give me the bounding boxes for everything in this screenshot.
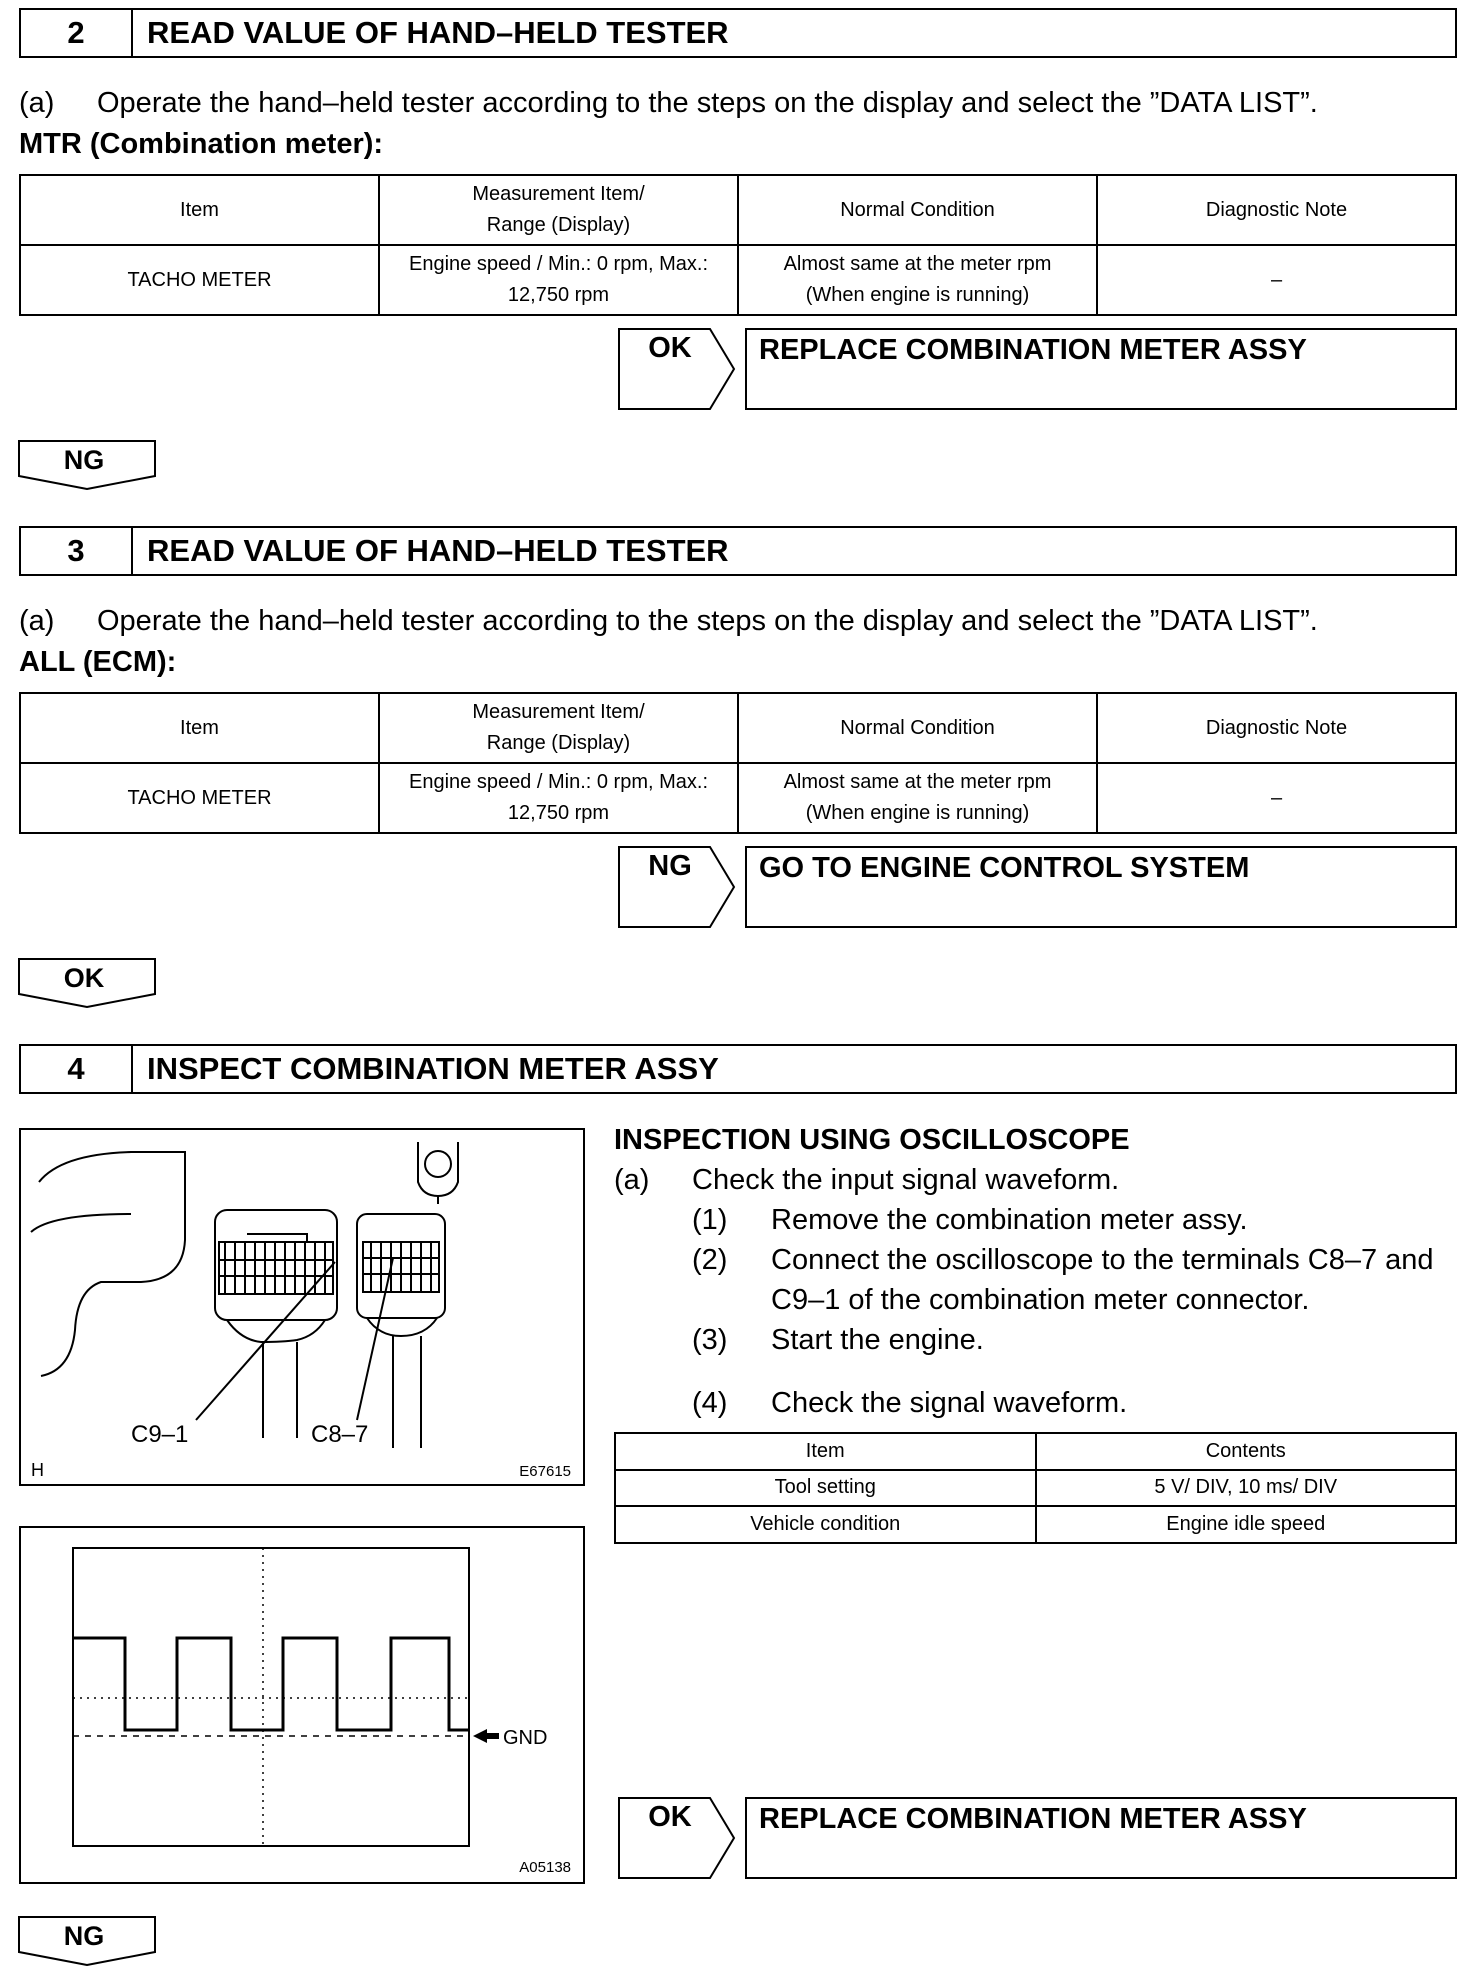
table-cell: Almost same at the meter rpm (When engine is running): [738, 245, 1097, 315]
table-cell: TACHO METER: [20, 245, 379, 315]
result-arrow-tag: [618, 1797, 736, 1879]
result-label: NG: [648, 850, 692, 882]
c8-7-label: C8–7: [311, 1421, 369, 1448]
table-cell: Vehicle condition: [615, 1506, 1036, 1543]
table-header: Item: [615, 1433, 1036, 1470]
substep-text: Check the signal waveform.: [771, 1387, 1128, 1419]
step-title: INSPECT COMBINATION METER ASSY: [147, 1051, 719, 1086]
table-cell: TACHO METER: [20, 763, 379, 833]
result-action-box: [745, 328, 1457, 410]
step-3-header: [19, 526, 1457, 576]
result-action: REPLACE COMBINATION METER ASSY: [759, 334, 1307, 366]
result-arrow-tag: [618, 846, 736, 928]
table-cell: Tool setting: [615, 1470, 1036, 1507]
step-number: 4: [21, 1046, 133, 1092]
instruction-label: (a): [19, 605, 55, 637]
result-action-box: [745, 846, 1457, 928]
next-step-label: NG: [63, 445, 105, 475]
table-header: Item: [20, 175, 379, 245]
table-header: Diagnostic Note: [1097, 175, 1456, 245]
table-header: Normal Condition: [738, 175, 1097, 245]
oscilloscope-waveform: [21, 1528, 583, 1882]
next-step-tag: [18, 440, 156, 490]
substep-text: Start the engine.: [771, 1324, 984, 1356]
c9-1-label: C9–1: [131, 1421, 189, 1448]
table-cell: –: [1097, 245, 1456, 315]
figure-code: A05138: [519, 1859, 571, 1876]
substep-text: Connect the oscilloscope to the terminals C8–7 and: [771, 1244, 1434, 1276]
step-title: READ VALUE OF HAND–HELD TESTER: [147, 15, 729, 50]
table-header: Measurement Item/ Range (Display): [379, 693, 738, 763]
table-cell: Almost same at the meter rpm (When engine is running): [738, 763, 1097, 833]
instruction-label: (a): [19, 87, 55, 119]
substep-label: (3): [692, 1324, 728, 1356]
gnd-label: GND: [503, 1727, 548, 1749]
step-number: 2: [21, 10, 133, 56]
inspection-heading: INSPECTION USING OSCILLOSCOPE: [614, 1124, 1130, 1156]
substep-text: C9–1 of the combination meter connector.: [771, 1284, 1310, 1316]
result-label: OK: [648, 332, 692, 364]
table-cell: Engine speed / Min.: 0 rpm, Max.: 12,750 rpm: [379, 763, 738, 833]
instruction-text: Operate the hand–held tester according to the steps on the display and select the ”DATA LIST”.: [97, 605, 1318, 637]
table-header: Contents: [1036, 1433, 1457, 1470]
data-list-table: [19, 692, 1457, 834]
substep-a-text: Check the input signal waveform.: [692, 1164, 1120, 1196]
figure-code: E67615: [519, 1463, 571, 1480]
table-header: Item: [20, 693, 379, 763]
connector-diagram: [21, 1130, 583, 1484]
substep-label: (4): [692, 1387, 728, 1419]
step-title: READ VALUE OF HAND–HELD TESTER: [147, 533, 729, 568]
table-cell: 5 V/ DIV, 10 ms/ DIV: [1036, 1470, 1457, 1507]
step-number: 3: [21, 528, 133, 574]
substep-label: (2): [692, 1244, 728, 1276]
section-label: MTR (Combination meter):: [19, 128, 384, 160]
data-list-table: [19, 174, 1457, 316]
result-action-box: [745, 1797, 1457, 1879]
next-step-label: OK: [63, 963, 105, 993]
tool-setting-table: [614, 1432, 1457, 1544]
substep-label: (1): [692, 1204, 728, 1236]
step-4-header: [19, 1044, 1457, 1094]
table-header: Normal Condition: [738, 693, 1097, 763]
gnd-arrow-icon: [473, 1729, 499, 1743]
table-header: Diagnostic Note: [1097, 693, 1456, 763]
result-arrow-tag: [618, 328, 736, 410]
table-cell: Engine speed / Min.: 0 rpm, Max.: 12,750 rpm: [379, 245, 738, 315]
next-step-tag: [18, 1916, 156, 1966]
waveform-figure: [19, 1526, 585, 1884]
step-2-header: [19, 8, 1457, 58]
result-action: REPLACE COMBINATION METER ASSY: [759, 1803, 1307, 1835]
result-label: OK: [648, 1801, 692, 1833]
section-label: ALL (ECM):: [19, 646, 177, 678]
substep-text: Remove the combination meter assy.: [771, 1204, 1248, 1236]
table-header: Measurement Item/ Range (Display): [379, 175, 738, 245]
next-step-tag: [18, 958, 156, 1008]
figure-corner-label: H: [31, 1460, 44, 1480]
result-action: GO TO ENGINE CONTROL SYSTEM: [759, 852, 1250, 884]
substep-a-label: (a): [614, 1164, 650, 1196]
connector-figure: [19, 1128, 585, 1486]
next-step-label: NG: [63, 1921, 105, 1951]
table-cell: –: [1097, 763, 1456, 833]
instruction-text: Operate the hand–held tester according to the steps on the display and select the ”DATA LIST”.: [97, 87, 1318, 119]
table-cell: Engine idle speed: [1036, 1506, 1457, 1543]
